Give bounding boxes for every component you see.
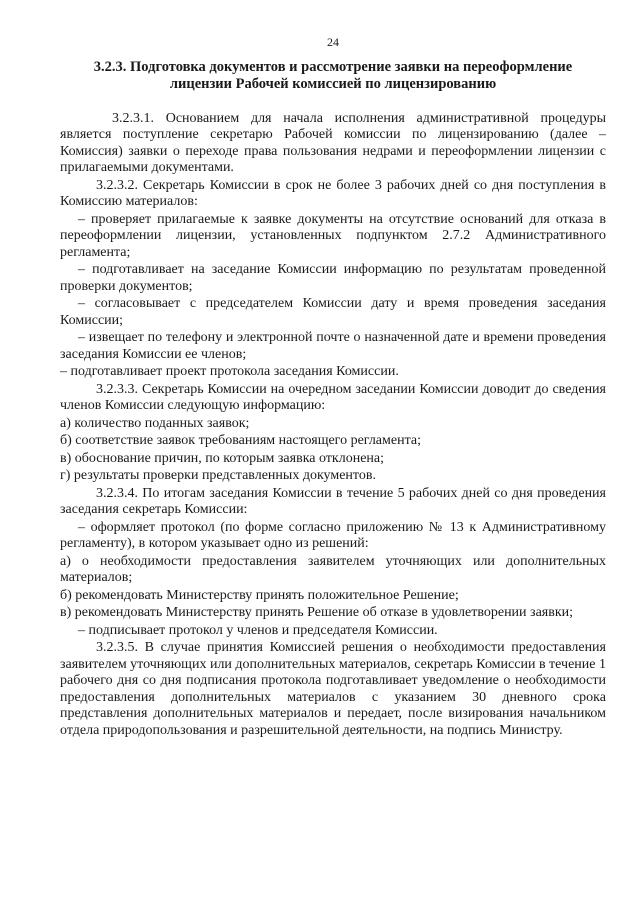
paragraph-3-2-3-2: 3.2.3.2. Секретарь Комиссии в срок не более 3 рабочих дней со дня поступления в Комиссию материалов: <box>60 177 606 209</box>
dash-item-notify-members: – извещает по телефону и электронной почте о назначенной дате и времени проведения заседания Комиссии ее членов; <box>60 330 606 362</box>
dash-item-draw-up-protocol: – оформляет протокол (по форме согласно приложению № 13 к Административному регламенту), в котором указывает одно из решений: <box>60 519 606 551</box>
dash-item-check-documents: – проверяет прилагаемые к заявке документы на отсутствие оснований для отказа в переоформлении лицензии, установленных подпунктом 2.7.2 Административного регламента; <box>60 211 606 260</box>
dash-item-prepare-protocol: – подготавливает проект протокола заседания Комиссии. <box>60 364 399 379</box>
letter-item-v-refusal-decision: в) рекомендовать Министерству принять Решение об отказе в удовлетворении заявки; <box>60 605 574 620</box>
paragraph-3-2-3-4: 3.2.3.4. По итогам заседания Комиссии в течение 5 рабочих дней со дня проведения заседания секретарь Комиссии: <box>60 485 606 517</box>
letter-item-b-positive-decision: б) рекомендовать Министерству принять положительное Решение; <box>60 587 459 603</box>
letter-item-g-check-results: г) результаты проверки представленных документов. <box>60 468 376 483</box>
paragraph-3-2-3-3: 3.2.3.3. Секретарь Комиссии на очередном заседании Комиссии доводит до сведения членов Комиссии следующую информацию: <box>60 381 606 413</box>
letter-item-a-applications-count: а) количество поданных заявок; <box>60 415 250 431</box>
letter-item-v-rejection-reasons: в) обоснование причин, по которым заявка отклонена; <box>60 450 385 466</box>
dash-item-prepare-information: – подготавливает на заседание Комиссии информацию по результатам проведенной проверки документов; <box>60 262 606 294</box>
page-number: 24 <box>327 35 339 49</box>
paragraph-3-2-3-5: 3.2.3.5. В случае принятия Комиссией решения о необходимости предоставления заявителем уточняющих или дополнительных материалов, секретарь Комиссии в течение 1 рабочего дня со дня подписания протокола подготавливает уведомление о необходимости предоставления дополнительных материалов с указанием 30 дневного срока представления дополнительных материалов и передает, после визирования начальником отдела природопользования и разрешительной деятельности, на подпись Министру. <box>60 640 606 738</box>
letter-item-b-compliance: б) соответствие заявок требованиям настоящего регламента; <box>60 433 421 448</box>
paragraph-3-2-3-1: 3.2.3.1. Основанием для начала исполнения административной процедуры является поступление секретарю Рабочей комиссии по лицензированию (далее – Комиссия) заявки о переходе права пользования недрами и переоформлении лицензии с прилагаемыми документами. <box>60 110 606 175</box>
dash-item-agree-date: – согласовывает с председателем Комиссии дату и время проведения заседания Комиссии; <box>60 296 606 328</box>
section-title-line-1: 3.2.3. Подготовка документов и рассмотрение заявки на переоформление <box>93 58 573 75</box>
letter-item-a-additional-materials: а) о необходимости предоставления заявителем уточняющих или дополнительных материалов; <box>60 553 606 585</box>
section-title <box>60 59 606 93</box>
section-title-line-2: лицензии Рабочей комиссией по лицензированию <box>169 75 497 92</box>
dash-item-sign-protocol: – подписывает протокол у членов и председателя Комиссии. <box>78 622 438 638</box>
